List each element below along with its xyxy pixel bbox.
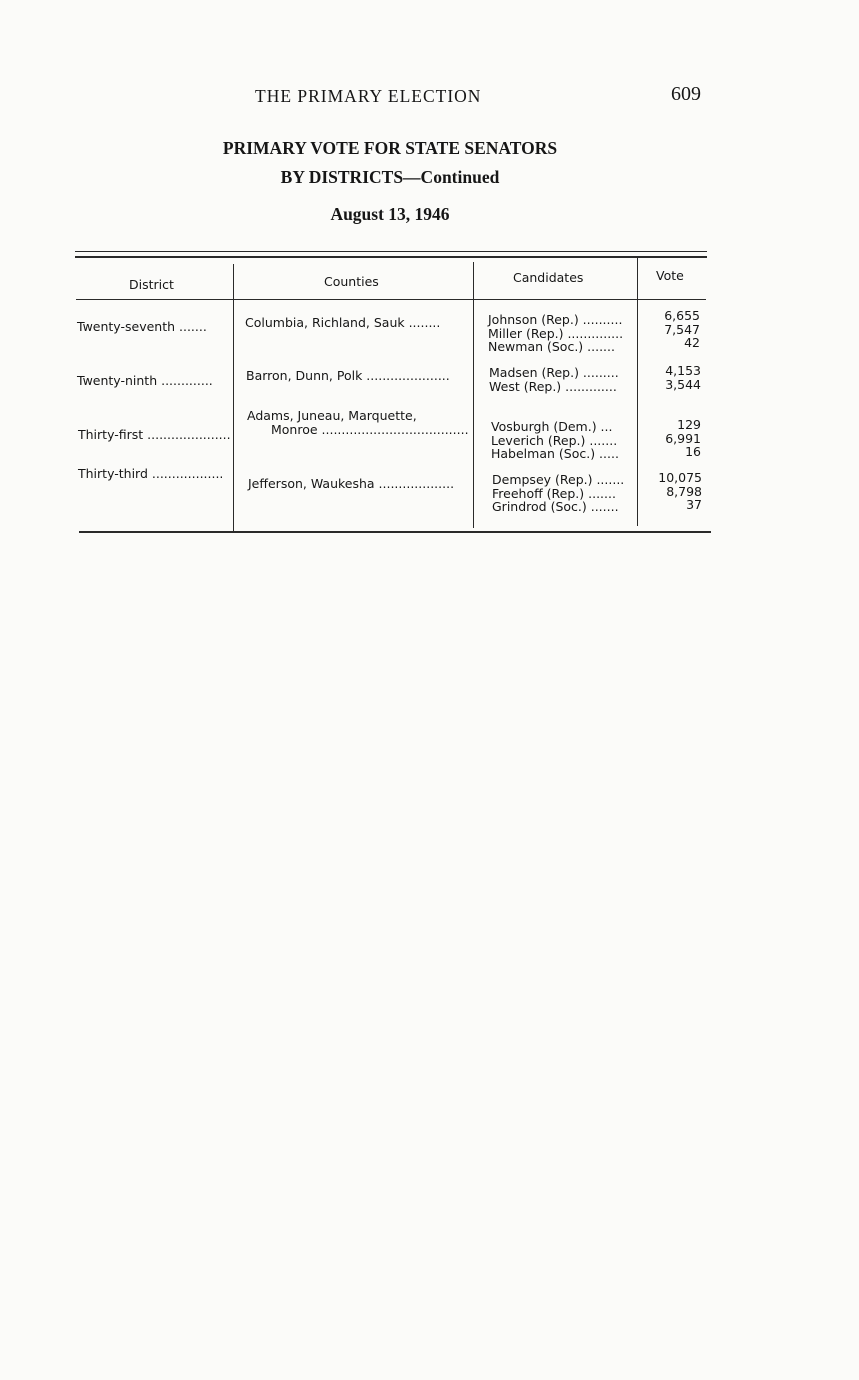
- votes-cell: [641, 364, 701, 391]
- page-number: 609: [671, 83, 701, 105]
- table-title: PRIMARY VOTE FOR STATE SENATORS: [222, 138, 558, 158]
- votes-cell: [640, 309, 700, 350]
- table-top-rule: [75, 251, 707, 252]
- county-line: Monroe .....................................: [271, 421, 469, 437]
- table-subtitle: BY DISTRICTS—Continued: [280, 167, 500, 187]
- candidate-line: Johnson (Rep.) ..........: [488, 312, 623, 327]
- candidates-cell: [491, 420, 619, 461]
- candidates-cell: [492, 473, 624, 514]
- column-divider-1: [233, 264, 234, 531]
- votes-cell: [641, 418, 701, 459]
- votes-cell: [642, 471, 702, 512]
- candidate-line: Madsen (Rep.) .........: [489, 365, 619, 380]
- district-cell: Twenty-ninth .............: [77, 373, 213, 388]
- running-head: THE PRIMARY ELECTION: [255, 86, 482, 106]
- candidates-cell: [489, 366, 619, 393]
- candidate-line: Freehoff (Rep.) .......: [492, 485, 616, 501]
- candidate-line: Habelman (Soc.) .....: [491, 446, 619, 461]
- column-divider-3: [637, 258, 638, 526]
- vote-value: 8,798: [666, 483, 702, 499]
- counties-cell: [245, 316, 440, 330]
- candidate-line: Grindrod (Soc.) .......: [492, 499, 619, 514]
- district-cell: Twenty-seventh .......: [77, 319, 207, 334]
- district-cell: Thirty-first .....................: [78, 427, 231, 442]
- column-header-vote: Vote: [656, 268, 684, 283]
- district-cell: Thirty-third ..................: [78, 466, 224, 481]
- candidate-line: Miller (Rep.) ..............: [488, 325, 624, 341]
- vote-value: 129: [677, 417, 701, 432]
- counties-cell: [246, 369, 450, 383]
- county-line: Adams, Juneau, Marquette,: [247, 408, 417, 423]
- vote-value: 37: [686, 497, 702, 512]
- table-bottom-rule: [79, 531, 711, 533]
- candidate-line: Vosburgh (Dem.) ...: [491, 419, 613, 434]
- county-line: Barron, Dunn, Polk .....................: [246, 368, 450, 383]
- candidates-cell: [488, 313, 623, 354]
- table-top-rule-2: [75, 256, 707, 258]
- column-header-district: District: [129, 277, 174, 292]
- vote-value: 4,153: [665, 363, 701, 378]
- vote-value: 6,655: [664, 308, 700, 323]
- vote-value: 10,075: [658, 470, 702, 485]
- header-underline: [76, 299, 706, 300]
- column-header-counties: Counties: [324, 274, 379, 289]
- candidate-line: Newman (Soc.) .......: [488, 339, 615, 354]
- counties-cell: [248, 477, 454, 491]
- vote-value: 3,544: [665, 376, 701, 392]
- counties-cell: [247, 409, 469, 436]
- vote-value: 6,991: [665, 430, 701, 446]
- county-line: Columbia, Richland, Sauk ........: [245, 315, 441, 330]
- candidate-line: Leverich (Rep.) .......: [491, 432, 618, 448]
- column-header-candidates: Candidates: [513, 270, 584, 285]
- table-date: August 13, 1946: [330, 204, 450, 224]
- vote-value: 42: [684, 335, 700, 350]
- column-divider-2: [473, 262, 474, 528]
- vote-value: 16: [685, 444, 701, 459]
- candidate-line: West (Rep.) .............: [489, 378, 617, 394]
- county-line: Jefferson, Waukesha ...................: [248, 476, 455, 491]
- candidate-line: Dempsey (Rep.) .......: [492, 472, 625, 487]
- vote-value: 7,547: [664, 321, 700, 337]
